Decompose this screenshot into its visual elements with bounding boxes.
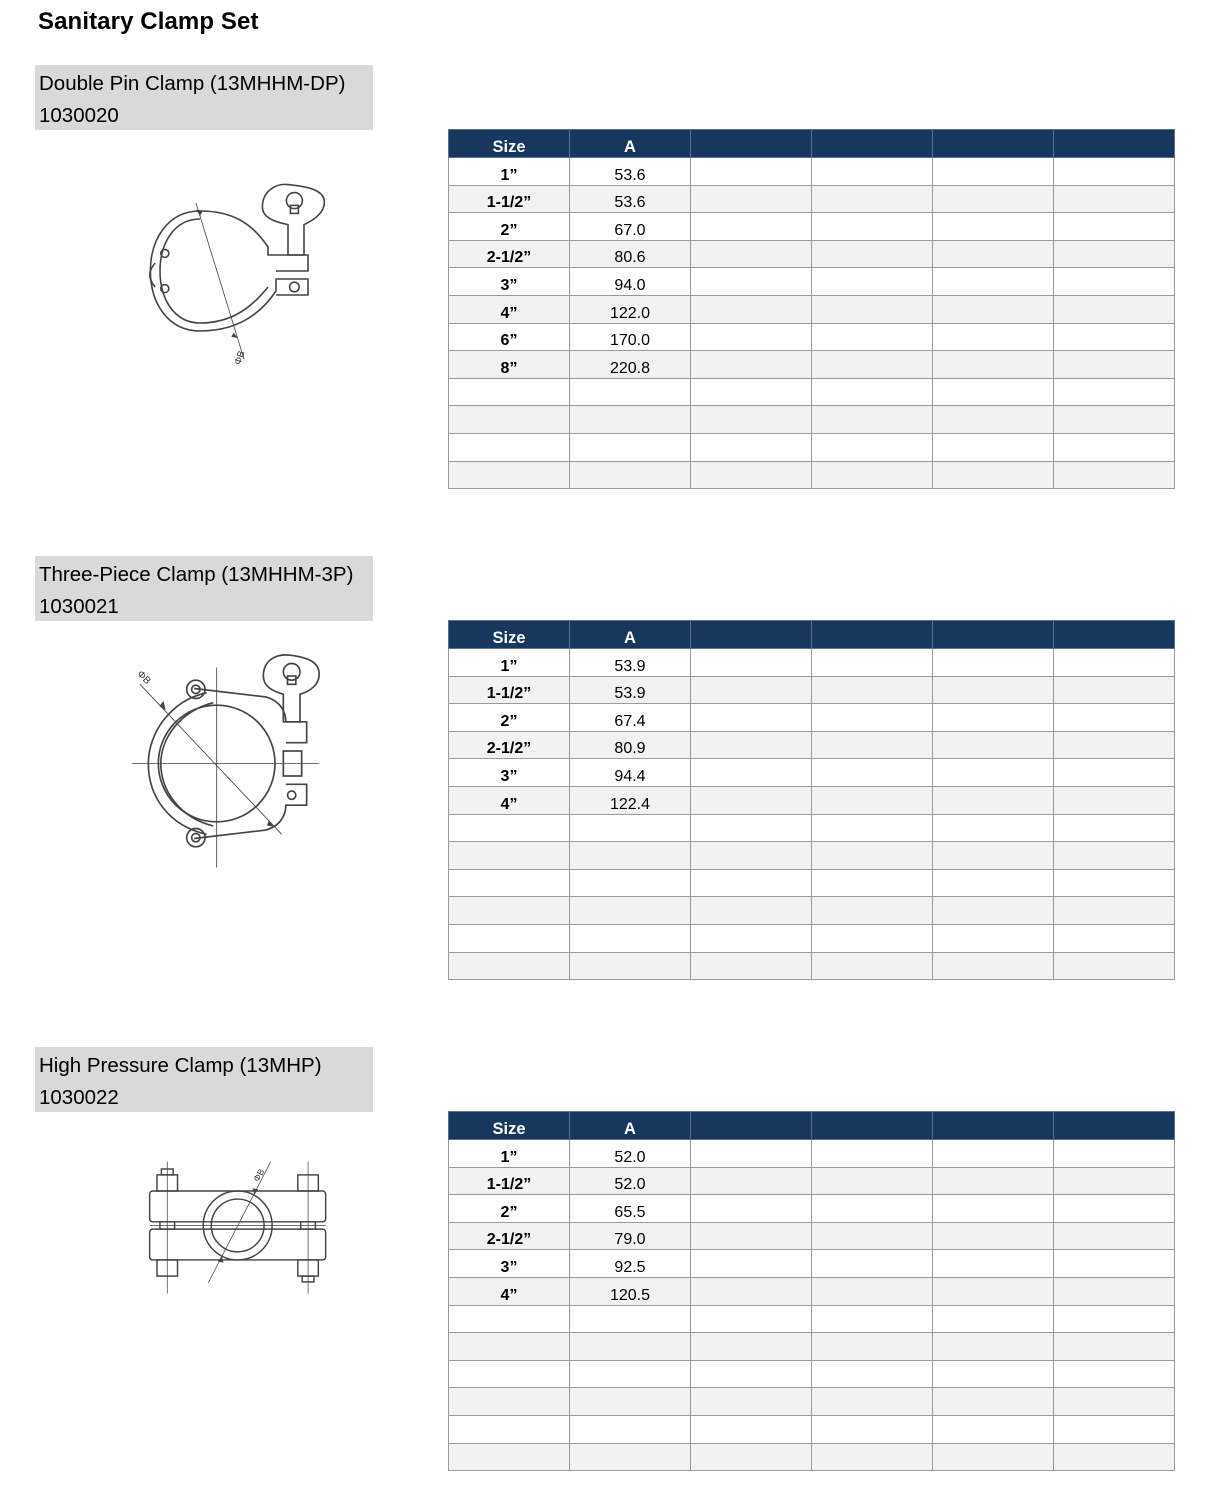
- dimension-a-cell: [570, 378, 691, 406]
- column-header: [812, 130, 933, 158]
- empty-cell: [1054, 1195, 1175, 1223]
- table-row: [449, 1360, 1175, 1388]
- size-cell: 8”: [449, 351, 570, 379]
- column-header: [1054, 621, 1175, 649]
- empty-cell: [691, 351, 812, 379]
- double-pin-clamp-drawing: [100, 175, 380, 415]
- empty-cell: [933, 185, 1054, 213]
- empty-cell: [691, 759, 812, 787]
- dimension-a-cell: 67.4: [570, 704, 691, 732]
- column-header: [691, 130, 812, 158]
- dimension-a-cell: [570, 869, 691, 897]
- empty-cell: [691, 433, 812, 461]
- empty-cell: [812, 378, 933, 406]
- table-row: [449, 1333, 1175, 1361]
- dimension-a-cell: [570, 1333, 691, 1361]
- table-row: [449, 240, 1175, 268]
- empty-cell: [691, 1415, 812, 1443]
- dimension-a-cell: 122.0: [570, 295, 691, 323]
- dimension-a-cell: 220.8: [570, 351, 691, 379]
- empty-cell: [812, 1360, 933, 1388]
- empty-cell: [933, 924, 1054, 952]
- empty-cell: [812, 1222, 933, 1250]
- empty-cell: [691, 1140, 812, 1168]
- size-cell: [449, 1305, 570, 1333]
- empty-cell: [812, 1415, 933, 1443]
- size-cell: 1”: [449, 158, 570, 186]
- diameter-label: ΦB: [251, 1167, 267, 1184]
- size-cell: 3”: [449, 1250, 570, 1278]
- empty-cell: [812, 351, 933, 379]
- empty-cell: [933, 461, 1054, 489]
- column-header: [1054, 130, 1175, 158]
- dimension-a-cell: 94.0: [570, 268, 691, 296]
- empty-cell: [1054, 1250, 1175, 1278]
- empty-cell: [933, 897, 1054, 925]
- empty-cell: [812, 295, 933, 323]
- table-row: [449, 924, 1175, 952]
- size-cell: 3”: [449, 759, 570, 787]
- table-row: [449, 185, 1175, 213]
- size-cell: 1”: [449, 1140, 570, 1168]
- table-row: [449, 842, 1175, 870]
- empty-cell: [691, 897, 812, 925]
- dimension-a-cell: 79.0: [570, 1222, 691, 1250]
- dimension-a-cell: [570, 1443, 691, 1471]
- column-header: [812, 621, 933, 649]
- empty-cell: [691, 1305, 812, 1333]
- table-header-row: [449, 130, 1175, 158]
- spec-table: [448, 620, 1175, 980]
- empty-cell: [812, 759, 933, 787]
- dimension-a-cell: [570, 433, 691, 461]
- size-cell: [449, 378, 570, 406]
- dimension-a-cell: 94.4: [570, 759, 691, 787]
- empty-cell: [812, 268, 933, 296]
- dimension-a-cell: [570, 1388, 691, 1416]
- empty-cell: [812, 731, 933, 759]
- empty-cell: [933, 1443, 1054, 1471]
- dimension-a-cell: [570, 1415, 691, 1443]
- empty-cell: [933, 731, 1054, 759]
- table-row: [449, 406, 1175, 434]
- empty-cell: [933, 676, 1054, 704]
- dimension-a-cell: [570, 406, 691, 434]
- empty-cell: [1054, 814, 1175, 842]
- empty-cell: [933, 869, 1054, 897]
- size-cell: 1-1/2”: [449, 676, 570, 704]
- empty-cell: [1054, 649, 1175, 677]
- table-row: [449, 952, 1175, 980]
- size-cell: 2”: [449, 1195, 570, 1223]
- empty-cell: [1054, 1360, 1175, 1388]
- empty-cell: [812, 213, 933, 241]
- empty-cell: [933, 1333, 1054, 1361]
- size-cell: 3”: [449, 268, 570, 296]
- empty-cell: [933, 842, 1054, 870]
- empty-cell: [933, 1388, 1054, 1416]
- size-cell: [449, 1360, 570, 1388]
- empty-cell: [691, 461, 812, 489]
- empty-cell: [1054, 1333, 1175, 1361]
- size-cell: 6”: [449, 323, 570, 351]
- column-header-a: A: [570, 1112, 691, 1140]
- empty-cell: [1054, 213, 1175, 241]
- part-number: 1030021: [39, 595, 119, 618]
- dimension-a-cell: 53.9: [570, 649, 691, 677]
- empty-cell: [691, 240, 812, 268]
- table-body: [449, 649, 1175, 980]
- size-cell: 4”: [449, 786, 570, 814]
- empty-cell: [933, 158, 1054, 186]
- empty-cell: [933, 1195, 1054, 1223]
- empty-cell: [691, 378, 812, 406]
- empty-cell: [933, 240, 1054, 268]
- size-cell: [449, 952, 570, 980]
- diameter-label: ΦB: [232, 349, 248, 367]
- empty-cell: [812, 461, 933, 489]
- empty-cell: [1054, 158, 1175, 186]
- empty-cell: [1054, 924, 1175, 952]
- empty-cell: [933, 433, 1054, 461]
- dimension-a-cell: 170.0: [570, 323, 691, 351]
- table-row: [449, 1167, 1175, 1195]
- dimension-a-cell: 67.0: [570, 213, 691, 241]
- table-body: [449, 1140, 1175, 1471]
- page-title: Sanitary Clamp Set: [38, 8, 259, 35]
- table-row: [449, 676, 1175, 704]
- empty-cell: [691, 213, 812, 241]
- empty-cell: [812, 869, 933, 897]
- empty-cell: [812, 1388, 933, 1416]
- empty-cell: [1054, 1415, 1175, 1443]
- table-row: [449, 1277, 1175, 1305]
- size-cell: 4”: [449, 295, 570, 323]
- empty-cell: [812, 1333, 933, 1361]
- empty-cell: [1054, 1277, 1175, 1305]
- empty-cell: [1054, 786, 1175, 814]
- size-cell: 4”: [449, 1277, 570, 1305]
- empty-cell: [933, 323, 1054, 351]
- column-header-a: A: [570, 130, 691, 158]
- dimension-a-cell: [570, 1360, 691, 1388]
- empty-cell: [933, 759, 1054, 787]
- section-high-pressure-clamp: [0, 1047, 1209, 1507]
- empty-cell: [933, 268, 1054, 296]
- size-cell: [449, 897, 570, 925]
- empty-cell: [812, 240, 933, 268]
- empty-cell: [691, 649, 812, 677]
- size-cell: 1-1/2”: [449, 185, 570, 213]
- column-header: [933, 1112, 1054, 1140]
- empty-cell: [933, 1250, 1054, 1278]
- empty-cell: [1054, 433, 1175, 461]
- empty-cell: [1054, 378, 1175, 406]
- empty-cell: [812, 952, 933, 980]
- dimension-a-cell: 53.6: [570, 185, 691, 213]
- diameter-label: ΦB: [134, 668, 153, 687]
- empty-cell: [812, 1167, 933, 1195]
- empty-cell: [691, 924, 812, 952]
- empty-cell: [691, 268, 812, 296]
- table-row: [449, 649, 1175, 677]
- empty-cell: [1054, 1443, 1175, 1471]
- empty-cell: [691, 185, 812, 213]
- size-cell: [449, 869, 570, 897]
- empty-cell: [812, 1140, 933, 1168]
- dimension-a-cell: 52.0: [570, 1140, 691, 1168]
- table-row: [449, 295, 1175, 323]
- empty-cell: [1054, 731, 1175, 759]
- empty-cell: [1054, 1305, 1175, 1333]
- empty-cell: [1054, 406, 1175, 434]
- size-cell: [449, 1415, 570, 1443]
- empty-cell: [933, 295, 1054, 323]
- empty-cell: [933, 1415, 1054, 1443]
- spec-table: [448, 1111, 1175, 1471]
- dimension-a-cell: 120.5: [570, 1277, 691, 1305]
- empty-cell: [933, 814, 1054, 842]
- size-cell: [449, 1443, 570, 1471]
- dimension-a-cell: 92.5: [570, 1250, 691, 1278]
- empty-cell: [933, 1305, 1054, 1333]
- column-header-size: Size: [449, 1112, 570, 1140]
- table-row: [449, 268, 1175, 296]
- table-row: [449, 1250, 1175, 1278]
- size-cell: [449, 842, 570, 870]
- dimension-a-cell: 53.9: [570, 676, 691, 704]
- empty-cell: [1054, 323, 1175, 351]
- empty-cell: [691, 1333, 812, 1361]
- empty-cell: [1054, 952, 1175, 980]
- empty-cell: [933, 704, 1054, 732]
- empty-cell: [812, 924, 933, 952]
- column-header: [691, 1112, 812, 1140]
- size-cell: 2”: [449, 704, 570, 732]
- empty-cell: [812, 649, 933, 677]
- empty-cell: [812, 1277, 933, 1305]
- empty-cell: [1054, 1140, 1175, 1168]
- size-cell: [449, 433, 570, 461]
- empty-cell: [933, 649, 1054, 677]
- empty-cell: [1054, 759, 1175, 787]
- empty-cell: [933, 378, 1054, 406]
- empty-cell: [812, 158, 933, 186]
- table-row: [449, 1443, 1175, 1471]
- empty-cell: [691, 869, 812, 897]
- dimension-a-cell: [570, 814, 691, 842]
- table-row: [449, 1388, 1175, 1416]
- empty-cell: [691, 1360, 812, 1388]
- table-row: [449, 704, 1175, 732]
- dimension-a-cell: 122.4: [570, 786, 691, 814]
- empty-cell: [691, 704, 812, 732]
- empty-cell: [691, 731, 812, 759]
- product-label-box: [35, 1047, 373, 1112]
- product-label-box: [35, 556, 373, 621]
- table-row: [449, 351, 1175, 379]
- column-header-size: Size: [449, 621, 570, 649]
- column-header-a: A: [570, 621, 691, 649]
- table-row: [449, 869, 1175, 897]
- empty-cell: [691, 1277, 812, 1305]
- empty-cell: [1054, 185, 1175, 213]
- size-cell: [449, 1388, 570, 1416]
- size-cell: [449, 814, 570, 842]
- empty-cell: [1054, 897, 1175, 925]
- empty-cell: [1054, 1167, 1175, 1195]
- size-cell: [449, 406, 570, 434]
- size-cell: 2-1/2”: [449, 1222, 570, 1250]
- empty-cell: [933, 1277, 1054, 1305]
- product-name: High Pressure Clamp (13MHP): [39, 1054, 322, 1077]
- empty-cell: [1054, 1222, 1175, 1250]
- empty-cell: [691, 814, 812, 842]
- empty-cell: [933, 351, 1054, 379]
- empty-cell: [812, 406, 933, 434]
- empty-cell: [1054, 351, 1175, 379]
- size-cell: 1-1/2”: [449, 1167, 570, 1195]
- product-label-box: [35, 65, 373, 130]
- column-header: [691, 621, 812, 649]
- empty-cell: [1054, 461, 1175, 489]
- empty-cell: [691, 952, 812, 980]
- table-row: [449, 731, 1175, 759]
- section-double-pin-clamp: [0, 65, 1209, 525]
- dimension-a-cell: 65.5: [570, 1195, 691, 1223]
- table-row: [449, 1195, 1175, 1223]
- table-row: [449, 814, 1175, 842]
- empty-cell: [1054, 268, 1175, 296]
- size-cell: 2-1/2”: [449, 731, 570, 759]
- product-name: Three-Piece Clamp (13MHHM-3P): [39, 563, 354, 586]
- table-row: [449, 1415, 1175, 1443]
- empty-cell: [691, 786, 812, 814]
- three-piece-clamp-drawing: [110, 651, 370, 901]
- table-row: [449, 158, 1175, 186]
- empty-cell: [812, 1250, 933, 1278]
- table-row: [449, 897, 1175, 925]
- table-header-row: [449, 621, 1175, 649]
- dimension-a-cell: [570, 952, 691, 980]
- dimension-a-cell: 53.6: [570, 158, 691, 186]
- size-cell: [449, 924, 570, 952]
- empty-cell: [812, 814, 933, 842]
- column-header: [933, 621, 1054, 649]
- empty-cell: [1054, 704, 1175, 732]
- table-row: [449, 461, 1175, 489]
- dimension-a-cell: [570, 1305, 691, 1333]
- empty-cell: [812, 786, 933, 814]
- size-cell: 2-1/2”: [449, 240, 570, 268]
- empty-cell: [933, 1167, 1054, 1195]
- empty-cell: [933, 952, 1054, 980]
- size-cell: [449, 1333, 570, 1361]
- high-pressure-clamp-drawing: [110, 1147, 380, 1367]
- empty-cell: [1054, 676, 1175, 704]
- empty-cell: [812, 676, 933, 704]
- spec-table: [448, 129, 1175, 489]
- empty-cell: [812, 185, 933, 213]
- empty-cell: [691, 295, 812, 323]
- empty-cell: [691, 323, 812, 351]
- empty-cell: [691, 1195, 812, 1223]
- empty-cell: [812, 433, 933, 461]
- table-row: [449, 786, 1175, 814]
- empty-cell: [812, 1305, 933, 1333]
- empty-cell: [933, 1140, 1054, 1168]
- column-header-size: Size: [449, 130, 570, 158]
- empty-cell: [933, 786, 1054, 814]
- empty-cell: [1054, 240, 1175, 268]
- part-number: 1030020: [39, 104, 119, 127]
- empty-cell: [691, 1443, 812, 1471]
- dimension-a-cell: [570, 461, 691, 489]
- table-row: [449, 1222, 1175, 1250]
- table-header-row: [449, 1112, 1175, 1140]
- table-row: [449, 1305, 1175, 1333]
- empty-cell: [933, 1360, 1054, 1388]
- empty-cell: [1054, 295, 1175, 323]
- dimension-a-cell: 52.0: [570, 1167, 691, 1195]
- empty-cell: [691, 406, 812, 434]
- table-row: [449, 759, 1175, 787]
- dimension-a-cell: 80.9: [570, 731, 691, 759]
- empty-cell: [812, 323, 933, 351]
- empty-cell: [812, 897, 933, 925]
- empty-cell: [933, 213, 1054, 241]
- table-row: [449, 378, 1175, 406]
- size-cell: 2”: [449, 213, 570, 241]
- empty-cell: [691, 1250, 812, 1278]
- empty-cell: [1054, 869, 1175, 897]
- empty-cell: [1054, 842, 1175, 870]
- dimension-a-cell: 80.6: [570, 240, 691, 268]
- column-header: [812, 1112, 933, 1140]
- empty-cell: [691, 158, 812, 186]
- empty-cell: [812, 1195, 933, 1223]
- dimension-a-cell: [570, 924, 691, 952]
- empty-cell: [812, 704, 933, 732]
- section-three-piece-clamp: [0, 556, 1209, 1016]
- column-header: [1054, 1112, 1175, 1140]
- empty-cell: [691, 1388, 812, 1416]
- empty-cell: [933, 1222, 1054, 1250]
- table-row: [449, 1140, 1175, 1168]
- empty-cell: [691, 1167, 812, 1195]
- table-row: [449, 213, 1175, 241]
- table-body: [449, 158, 1175, 489]
- empty-cell: [933, 406, 1054, 434]
- size-cell: 1”: [449, 649, 570, 677]
- part-number: 1030022: [39, 1086, 119, 1109]
- empty-cell: [1054, 1388, 1175, 1416]
- empty-cell: [812, 842, 933, 870]
- empty-cell: [691, 1222, 812, 1250]
- dimension-a-cell: [570, 897, 691, 925]
- size-cell: [449, 461, 570, 489]
- empty-cell: [691, 842, 812, 870]
- product-name: Double Pin Clamp (13MHHM-DP): [39, 72, 346, 95]
- table-row: [449, 433, 1175, 461]
- dimension-a-cell: [570, 842, 691, 870]
- empty-cell: [691, 676, 812, 704]
- column-header: [933, 130, 1054, 158]
- empty-cell: [812, 1443, 933, 1471]
- table-row: [449, 323, 1175, 351]
